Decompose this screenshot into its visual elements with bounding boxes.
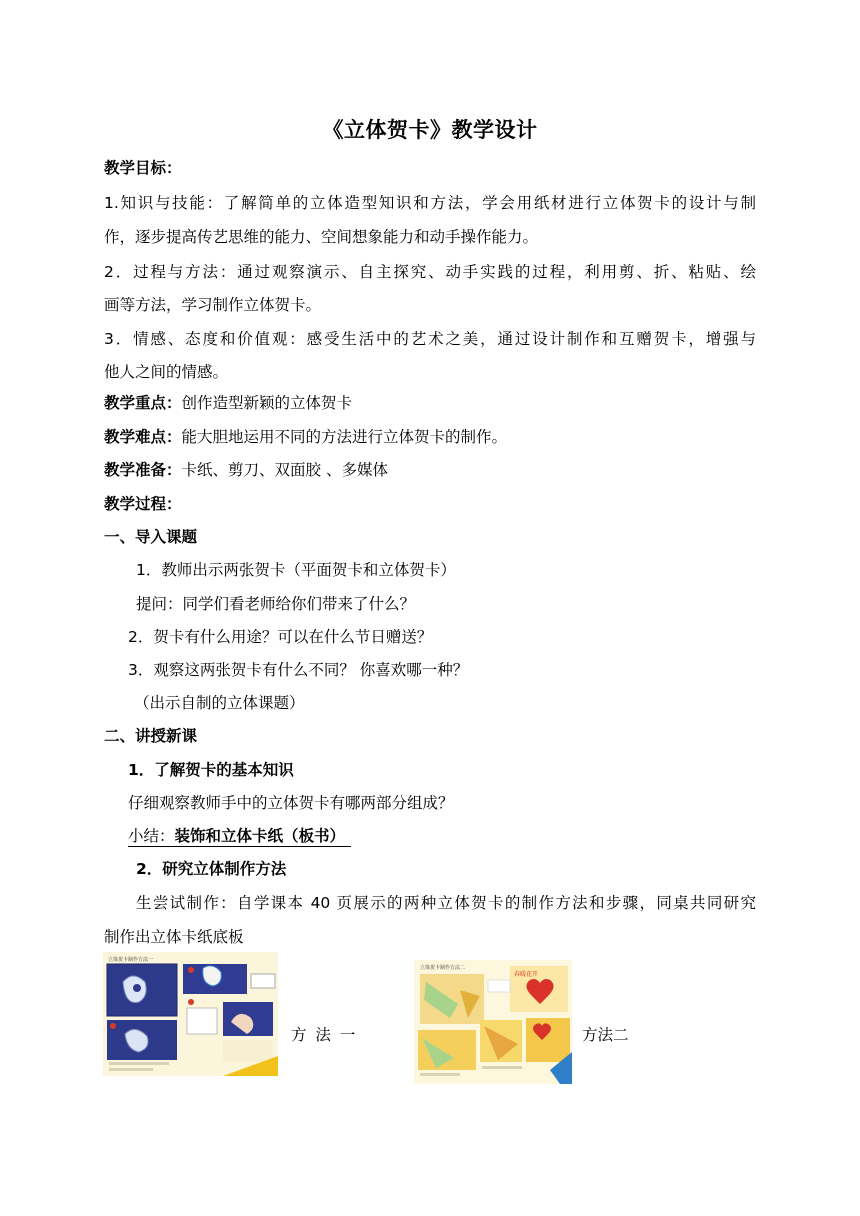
method2-illustration (414, 960, 572, 1084)
goal3-line1: 3．情感、态度和价值观：感受生活中的艺术之美，通过设计制作和互赠贺卡，增强与 (104, 330, 756, 348)
s2-sub1-text: 仔细观察教师手中的立体贺卡有哪两部分组成？ (128, 794, 454, 812)
goal2-line2: 画等方法，学习制作立体贺卡。 (104, 296, 322, 314)
practice-line1: 生尝试制作：自学课本 40 页展示的两种立体贺卡的制作方法和步骤，同桌共同研究 (136, 894, 756, 912)
method1-caption: 立体贺卡制作方法一 (108, 957, 154, 963)
preparation-label: 教学准备： (104, 461, 182, 479)
summary (128, 826, 351, 847)
summary-label: 小结： (128, 827, 175, 845)
difficulty-text: 能大胆地运用不同的方法进行立体贺卡的制作。 (181, 428, 508, 446)
key-point-text: 创作造型新颖的立体贺卡 (181, 394, 353, 412)
summary-text: 装饰和立体卡纸（板书） (174, 827, 346, 845)
process-heading: 教学过程： (104, 495, 182, 513)
goals-heading: 教学目标： (104, 159, 182, 177)
s1-item1: 1．教师出示两张贺卡（平面贺卡和立体贺卡） (136, 561, 456, 579)
preparation-text: 卡纸、剪刀、双面胶 、多媒体 (181, 461, 388, 479)
section2-heading: 二、讲授新课 (104, 727, 198, 745)
method2-image (414, 960, 572, 1084)
method2-label: 方法二 (582, 1026, 629, 1044)
preparation (104, 460, 388, 480)
method2-caption: 立体贺卡制作方法二 (420, 965, 466, 971)
goal1-line1: 1.知识与技能：了解简单的立体造型知识和方法，学会用纸材进行立体贺卡的设计与制 (104, 194, 756, 212)
goal2-line1: 2．过程与方法：通过观察演示、自主探究、动手实践的过程，利用剪、折、粘贴、绘 (104, 263, 756, 281)
s2-sub2: 2．研究立体制作方法 (136, 860, 287, 878)
difficulty-label: 教学难点： (104, 428, 182, 446)
s2-sub1: 1．了解贺卡的基本知识 (128, 761, 294, 779)
s1-question: 提问：同学们看老师给你们带来了什么？ (136, 595, 416, 613)
s1-item3: 3．观察这两张贺卡有什么不同？ 你喜欢哪一种？ (128, 661, 469, 679)
s1-item2: 2．贺卡有什么用途？可以在什么节日赠送？ (128, 628, 433, 646)
section1-heading: 一、导入课题 (104, 528, 198, 546)
practice-line2: 制作出立体卡纸底板 (104, 928, 244, 946)
difficulty (104, 427, 507, 447)
key-point (104, 393, 352, 413)
goal3-line2: 他人之间的情感。 (104, 363, 229, 381)
method1-image (103, 952, 278, 1076)
method1-illustration (103, 952, 278, 1076)
key-point-label: 教学重点： (104, 394, 182, 412)
s1-note: （出示自制的立体课题） (134, 694, 305, 712)
goal1-line2: 作，逐步提高传艺思维的能力、空间想象能力和动手操作能力。 (104, 228, 539, 246)
page-title: 《立体贺卡》教学设计 (322, 118, 538, 142)
method1-label: 方 法 一 (291, 1026, 358, 1044)
summary-underline (128, 827, 351, 847)
method2-card-text: 春暖花开 (514, 971, 539, 978)
